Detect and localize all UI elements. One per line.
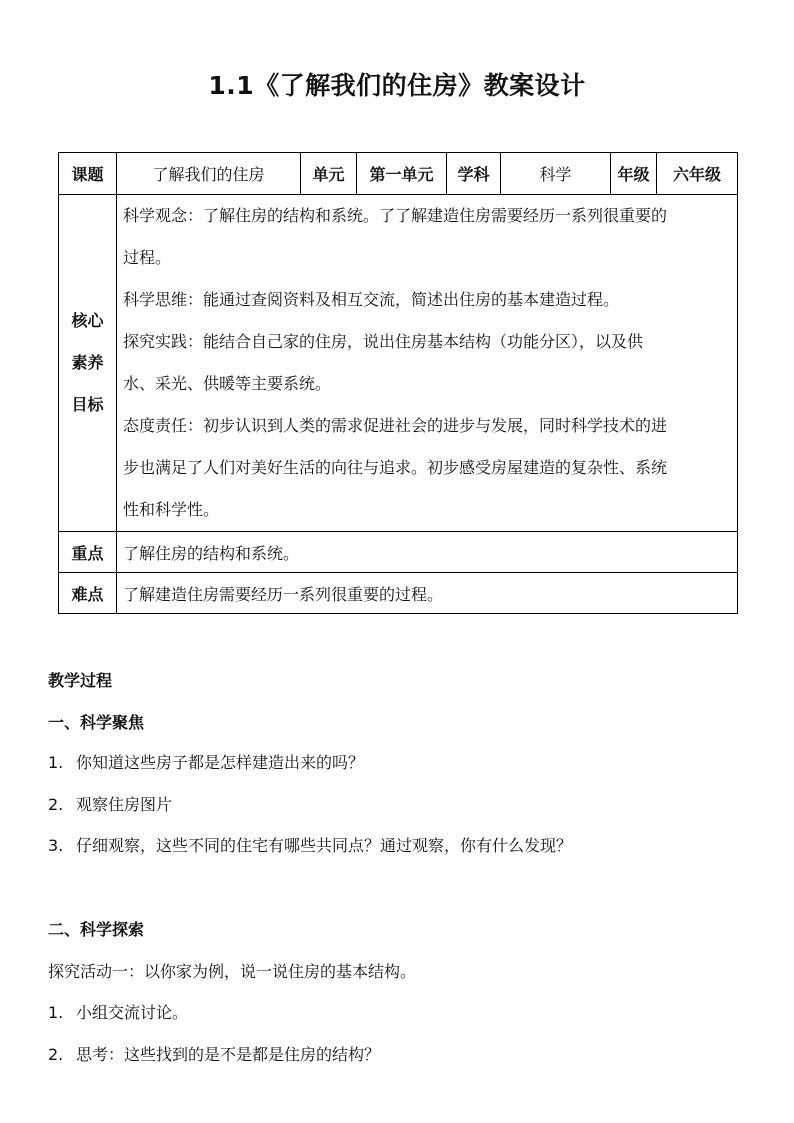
core-goal-line: 探究实践：能结合自己家的住房，说出住房基本结构（功能分区），以及供 bbox=[123, 332, 644, 351]
subject-value: 科学 bbox=[501, 153, 611, 195]
difficult-point-row bbox=[59, 573, 738, 614]
section-2-title: 二、科学探索 bbox=[48, 920, 145, 939]
list-item bbox=[48, 750, 364, 773]
lesson-info-table bbox=[58, 152, 738, 614]
list-item bbox=[48, 1000, 188, 1023]
unit-label: 单元 bbox=[301, 153, 357, 195]
key-point-label: 重点 bbox=[59, 532, 117, 573]
list-number: 1. bbox=[48, 753, 64, 772]
list-item bbox=[48, 833, 572, 856]
core-goal-line: 态度责任：初步认识到人类的需求促进社会的进步与发展，同时科学技术的进 bbox=[123, 416, 668, 435]
unit-value: 第一单元 bbox=[357, 153, 447, 195]
document-title: 1.1《了解我们的住房》教案设计 bbox=[208, 71, 586, 100]
activity-1-text: 探究活动一：以你家为例，说一说住房的基本结构。 bbox=[48, 962, 417, 981]
key-point-row bbox=[59, 532, 738, 573]
core-label-line: 素养 bbox=[71, 353, 104, 372]
core-goals-label bbox=[59, 195, 117, 532]
list-item bbox=[48, 1042, 380, 1065]
list-number: 2. bbox=[48, 1045, 64, 1064]
core-goal-line: 性和科学性。 bbox=[123, 500, 220, 519]
core-goals-row bbox=[59, 195, 738, 532]
core-goal-line: 科学观念：了解住房的结构和系统。了了解建造住房需要经历一系列很重要的 bbox=[123, 206, 668, 225]
core-label-line: 目标 bbox=[71, 395, 104, 414]
section-1-title: 一、科学聚焦 bbox=[48, 713, 145, 732]
core-goal-line: 步也满足了人们对美好生活的向往与追求。初步感受房屋建造的复杂性、系统 bbox=[123, 458, 668, 477]
course-label: 课题 bbox=[59, 153, 117, 195]
subject-label: 学科 bbox=[447, 153, 501, 195]
list-number: 1. bbox=[48, 1003, 64, 1022]
list-number: 2. bbox=[48, 795, 64, 814]
list-text: 观察住房图片 bbox=[76, 795, 173, 814]
core-goals-content bbox=[117, 195, 738, 532]
list-text: 思考：这些找到的是不是都是住房的结构？ bbox=[76, 1045, 381, 1064]
list-text: 仔细观察，这些不同的住宅有哪些共同点？通过观察，你有什么发现？ bbox=[76, 836, 573, 855]
difficult-point-value: 了解建造住房需要经历一系列很重要的过程。 bbox=[117, 573, 738, 614]
list-text: 你知道这些房子都是怎样建造出来的吗？ bbox=[76, 753, 365, 772]
grade-value: 六年级 bbox=[657, 153, 738, 195]
core-label-line: 核心 bbox=[71, 311, 104, 330]
header-row bbox=[59, 153, 738, 195]
list-text: 小组交流讨论。 bbox=[76, 1003, 189, 1022]
core-goal-line: 过程。 bbox=[123, 248, 172, 267]
list-number: 3. bbox=[48, 836, 64, 855]
teaching-process-heading: 教学过程 bbox=[48, 671, 113, 690]
key-point-value: 了解住房的结构和系统。 bbox=[117, 532, 738, 573]
list-item bbox=[48, 792, 172, 815]
grade-label: 年级 bbox=[611, 153, 657, 195]
difficult-point-label: 难点 bbox=[59, 573, 117, 614]
course-value: 了解我们的住房 bbox=[117, 153, 301, 195]
core-goal-line: 科学思维：能通过查阅资料及相互交流，简述出住房的基本建造过程。 bbox=[123, 290, 620, 309]
core-goal-line: 水、采光、供暖等主要系统。 bbox=[123, 374, 332, 393]
